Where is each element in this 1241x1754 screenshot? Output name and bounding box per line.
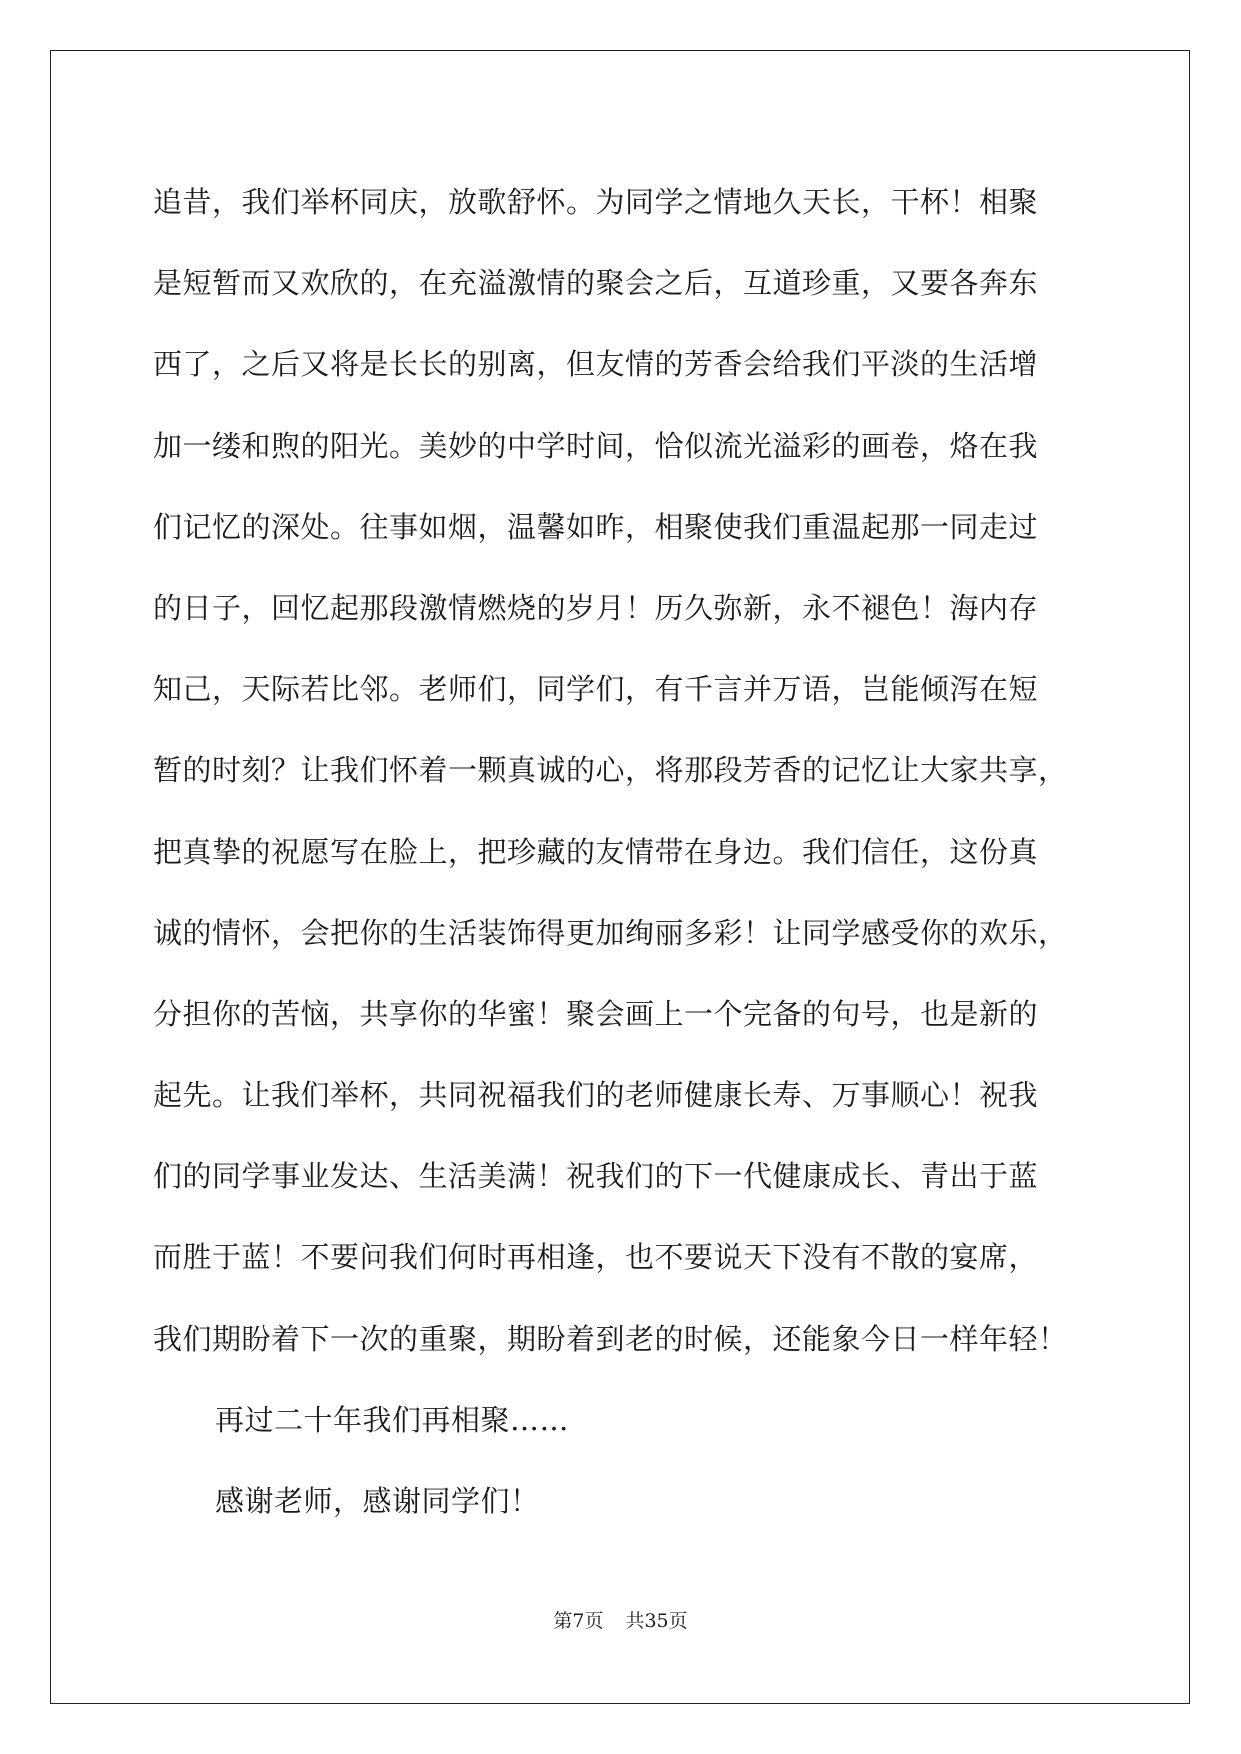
paragraph-thanks: 感谢老师，感谢同学们！: [215, 1484, 540, 1518]
text-line-5: 们记忆的深处。往事如烟，温馨如昨，相聚使我们重温起那一同走过: [153, 509, 1039, 544]
text-line-9: 把真挚的祝愿写在脸上，把珍藏的友情带在身边。我们信任，这份真: [153, 834, 1039, 869]
total-page-count: 共35页: [625, 1610, 688, 1632]
text-line-13: 们的同学事业发达、生活美满！祝我们的下一代健康成长、青出于蓝: [153, 1159, 1039, 1194]
text-line-2: 是短暂而又欢欣的，在充溢激情的聚会之后，互道珍重，又要各奔东: [153, 266, 1039, 301]
text-line-15: 我们期盼着下一次的重聚，期盼着到老的时候，还能象今日一样年轻！: [153, 1321, 1068, 1356]
text-line-14: 而胜于蓝！不要问我们何时再相逢，也不要说天下没有不散的宴席，: [153, 1240, 1039, 1275]
text-line-6: 的日子，回忆起那段激情燃烧的岁月！历久弥新，永不褪色！海内存: [153, 590, 1039, 625]
text-line-4: 加一缕和煦的阳光。美妙的中学时间，恰似流光溢彩的画卷，烙在我: [153, 428, 1039, 463]
text-line-3: 西了，之后又将是长长的别离，但友情的芳香会给我们平淡的生活增: [153, 347, 1039, 382]
text-line-7: 知己，天际若比邻。老师们，同学们，有千言并万语，岂能倾泻在短: [153, 672, 1039, 707]
page-footer: [0, 1609, 1241, 1633]
current-page-number: 第7页: [553, 1610, 604, 1632]
text-line-11: 分担你的苦恼，共享你的华蜜！聚会画上一个完备的句号，也是新的: [153, 996, 1039, 1031]
text-line-8: 暂的时刻？让我们怀着一颗真诚的心，将那段芳香的记忆让大家共享，: [153, 753, 1068, 788]
text-line-10: 诚的情怀，会把你的生活装饰得更加绚丽多彩！让同学感受你的欢乐，: [153, 915, 1068, 950]
text-line-12: 起先。让我们举杯，共同祝福我们的老师健康长寿、万事顺心！祝我: [153, 1078, 1039, 1113]
paragraph-reunion: 再过二十年我们再相聚……: [215, 1402, 570, 1437]
document-body: [153, 162, 1093, 1542]
text-line-1: 追昔，我们举杯同庆，放歌舒怀。为同学之情地久天长，干杯！相聚: [153, 185, 1039, 219]
